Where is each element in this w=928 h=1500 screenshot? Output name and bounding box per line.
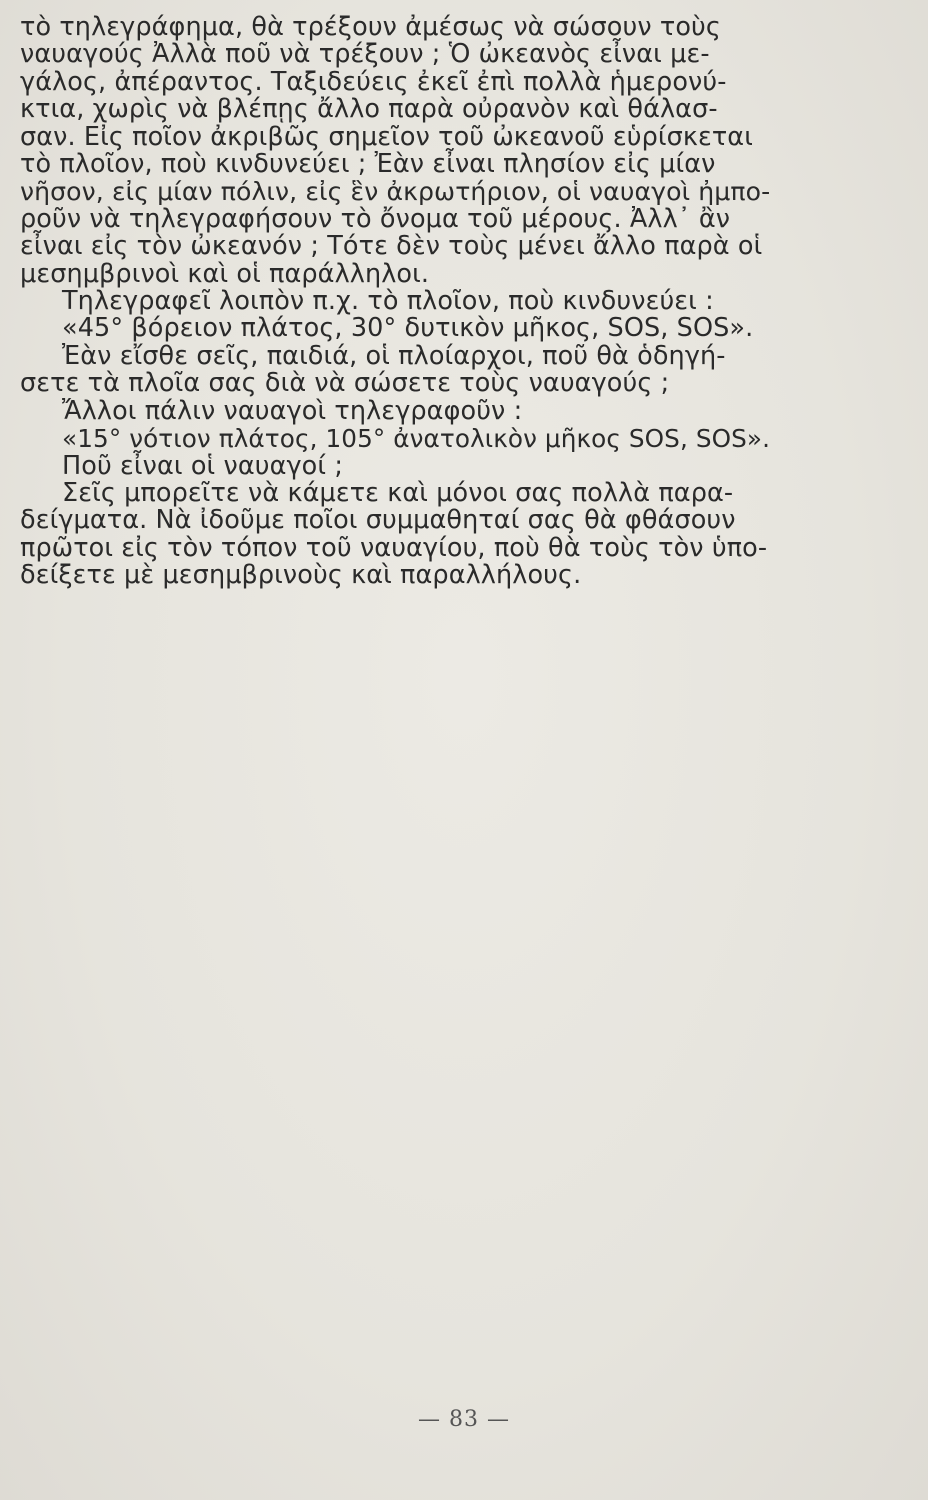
text-line: ναυαγούς Ἀλλὰ ποῦ νὰ τρέξουν ; Ὁ ὠκεανὸς εἶναι με- xyxy=(20,39,710,70)
text-line: ροῦν νὰ τηλεγραφήσουν τὸ ὄνομα τοῦ μέρους. Ἀλλ᾽ ἂν xyxy=(20,203,731,234)
text-line: Σεῖς μπορεῖτε νὰ κάμετε καὶ μόνοι σας πολλὰ παρα- xyxy=(62,477,734,508)
text-line: κτια, χωρὶς νὰ βλέπῃς ἄλλο παρὰ οὐρανὸν καὶ θάλασ- xyxy=(20,94,718,125)
text-line: εἶναι εἰς τὸν ὠκεανόν ; Τότε δὲν τοὺς μένει ἄλλο παρὰ οἱ xyxy=(20,231,763,262)
text-line: νῆσον, εἰς μίαν πόλιν, εἰς ἓν ἀκρωτήριον, οἱ ναυαγοὶ ἠμπο- xyxy=(20,177,771,207)
text-line: Ἐὰν εἴσθε σεῖς, παιδιά, οἱ πλοίαρχοι, ποῦ θὰ ὁδηγή- xyxy=(62,340,726,371)
text-line: σετε τὰ πλοῖα σας διὰ νὰ σώσετε τοὺς ναυαγούς ; xyxy=(20,368,670,399)
text-line: Ἄλλοι πάλιν ναυαγοὶ τηλεγραφοῦν : xyxy=(62,395,523,426)
text-line: μεσημβρινοὶ καὶ οἱ παράλληλοι. xyxy=(20,258,430,289)
text-line: Τηλεγραφεῖ λοιπὸν π.χ. τὸ πλοῖον, ποὺ κινδυνεύει : xyxy=(62,286,714,317)
text-line: Ποῦ εἶναι οἱ ναυαγοί ; xyxy=(62,450,344,481)
text-line: τὸ πλοῖον, ποὺ κινδυνεύει ; Ἐὰν εἶναι πλησίον εἰς μίαν xyxy=(20,149,716,180)
text-line: σαν. Εἰς ποῖον ἀκριβῶς σημεῖον τοῦ ὠκεανοῦ εὑρίσκεται xyxy=(20,121,753,152)
page-number: — 83 — xyxy=(418,1407,510,1432)
text-line: δείξετε μὲ μεσημβρινοὺς καὶ παραλλήλους. xyxy=(20,560,582,591)
text-line: «15° νότιον πλάτος, 105° ἀνατολικὸν μῆκος SOS, SOS». xyxy=(62,424,771,454)
text-line: γάλος, ἀπέραντος. Ταξιδεύεις ἐκεῖ ἐπὶ πολλὰ ἡμερονύ- xyxy=(20,66,727,97)
text-line: «45° βόρειον πλάτος, 30° δυτικὸν μῆκος, SOS, SOS». xyxy=(62,313,754,344)
body-text xyxy=(20,12,771,591)
text-line: δείγματα. Νὰ ἰδοῦμε ποῖοι συμμαθηταί σας θὰ φθάσουν xyxy=(20,505,736,536)
text-line: πρῶτοι εἰς τὸν τόπον τοῦ ναυαγίου, ποὺ θὰ τοὺς τὸν ὑπο- xyxy=(20,532,768,563)
text-line: τὸ τηλεγράφημα, θὰ τρέξουν ἀμέσως νὰ σώσουν τοὺς xyxy=(20,12,721,42)
